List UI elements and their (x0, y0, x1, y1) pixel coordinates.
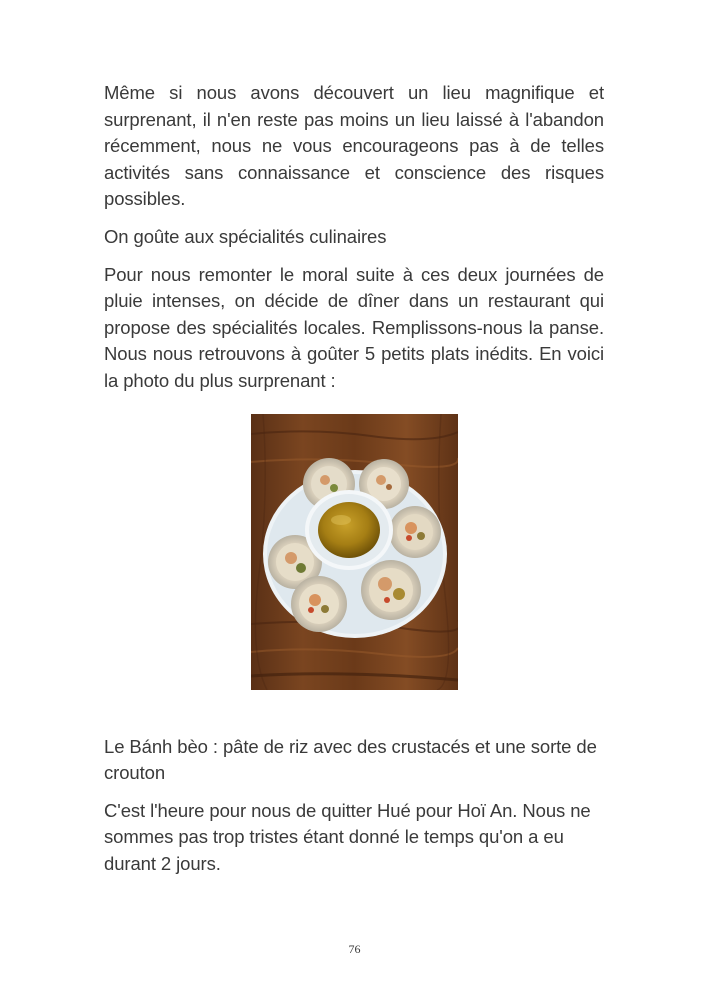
page-number: 76 (348, 942, 361, 956)
paragraph-departure: C'est l'heure pour nous de quitter Hué pour Hoï An. Nous ne sommes pas trop tristes étant donné le temps qu'on a eu durant 2 jours. (104, 799, 591, 874)
paragraph-restaurant: Pour nous remonter le moral suite à ces deux journées de pluie intenses, on décide de dîner dans un restaurant qui propose des spécialités locales. Remplissons-nous la panse. Nous nous retrouvons à goûter 5 petits plats inédits. En voici la photo du plus surprenant : (104, 263, 604, 391)
paragraph-abandoned-place: Même si nous avons découvert un lieu magnifique et surprenant, il n'en reste pas moins un lieu laissé à l'abandon récemment, nous ne vous encourageons pas à de telles activités sans connaissance et conscience des risques possibles. (104, 82, 604, 210)
photo-container (104, 414, 604, 690)
page-content (104, 80, 604, 889)
section-heading-culinary: On goûte aux spécialités culinaires (104, 225, 387, 247)
photo-caption: Le Bánh bèo : pâte de riz avec des crustacés et une sorte de crouton (104, 735, 597, 784)
banh-beo-photo (251, 414, 458, 690)
